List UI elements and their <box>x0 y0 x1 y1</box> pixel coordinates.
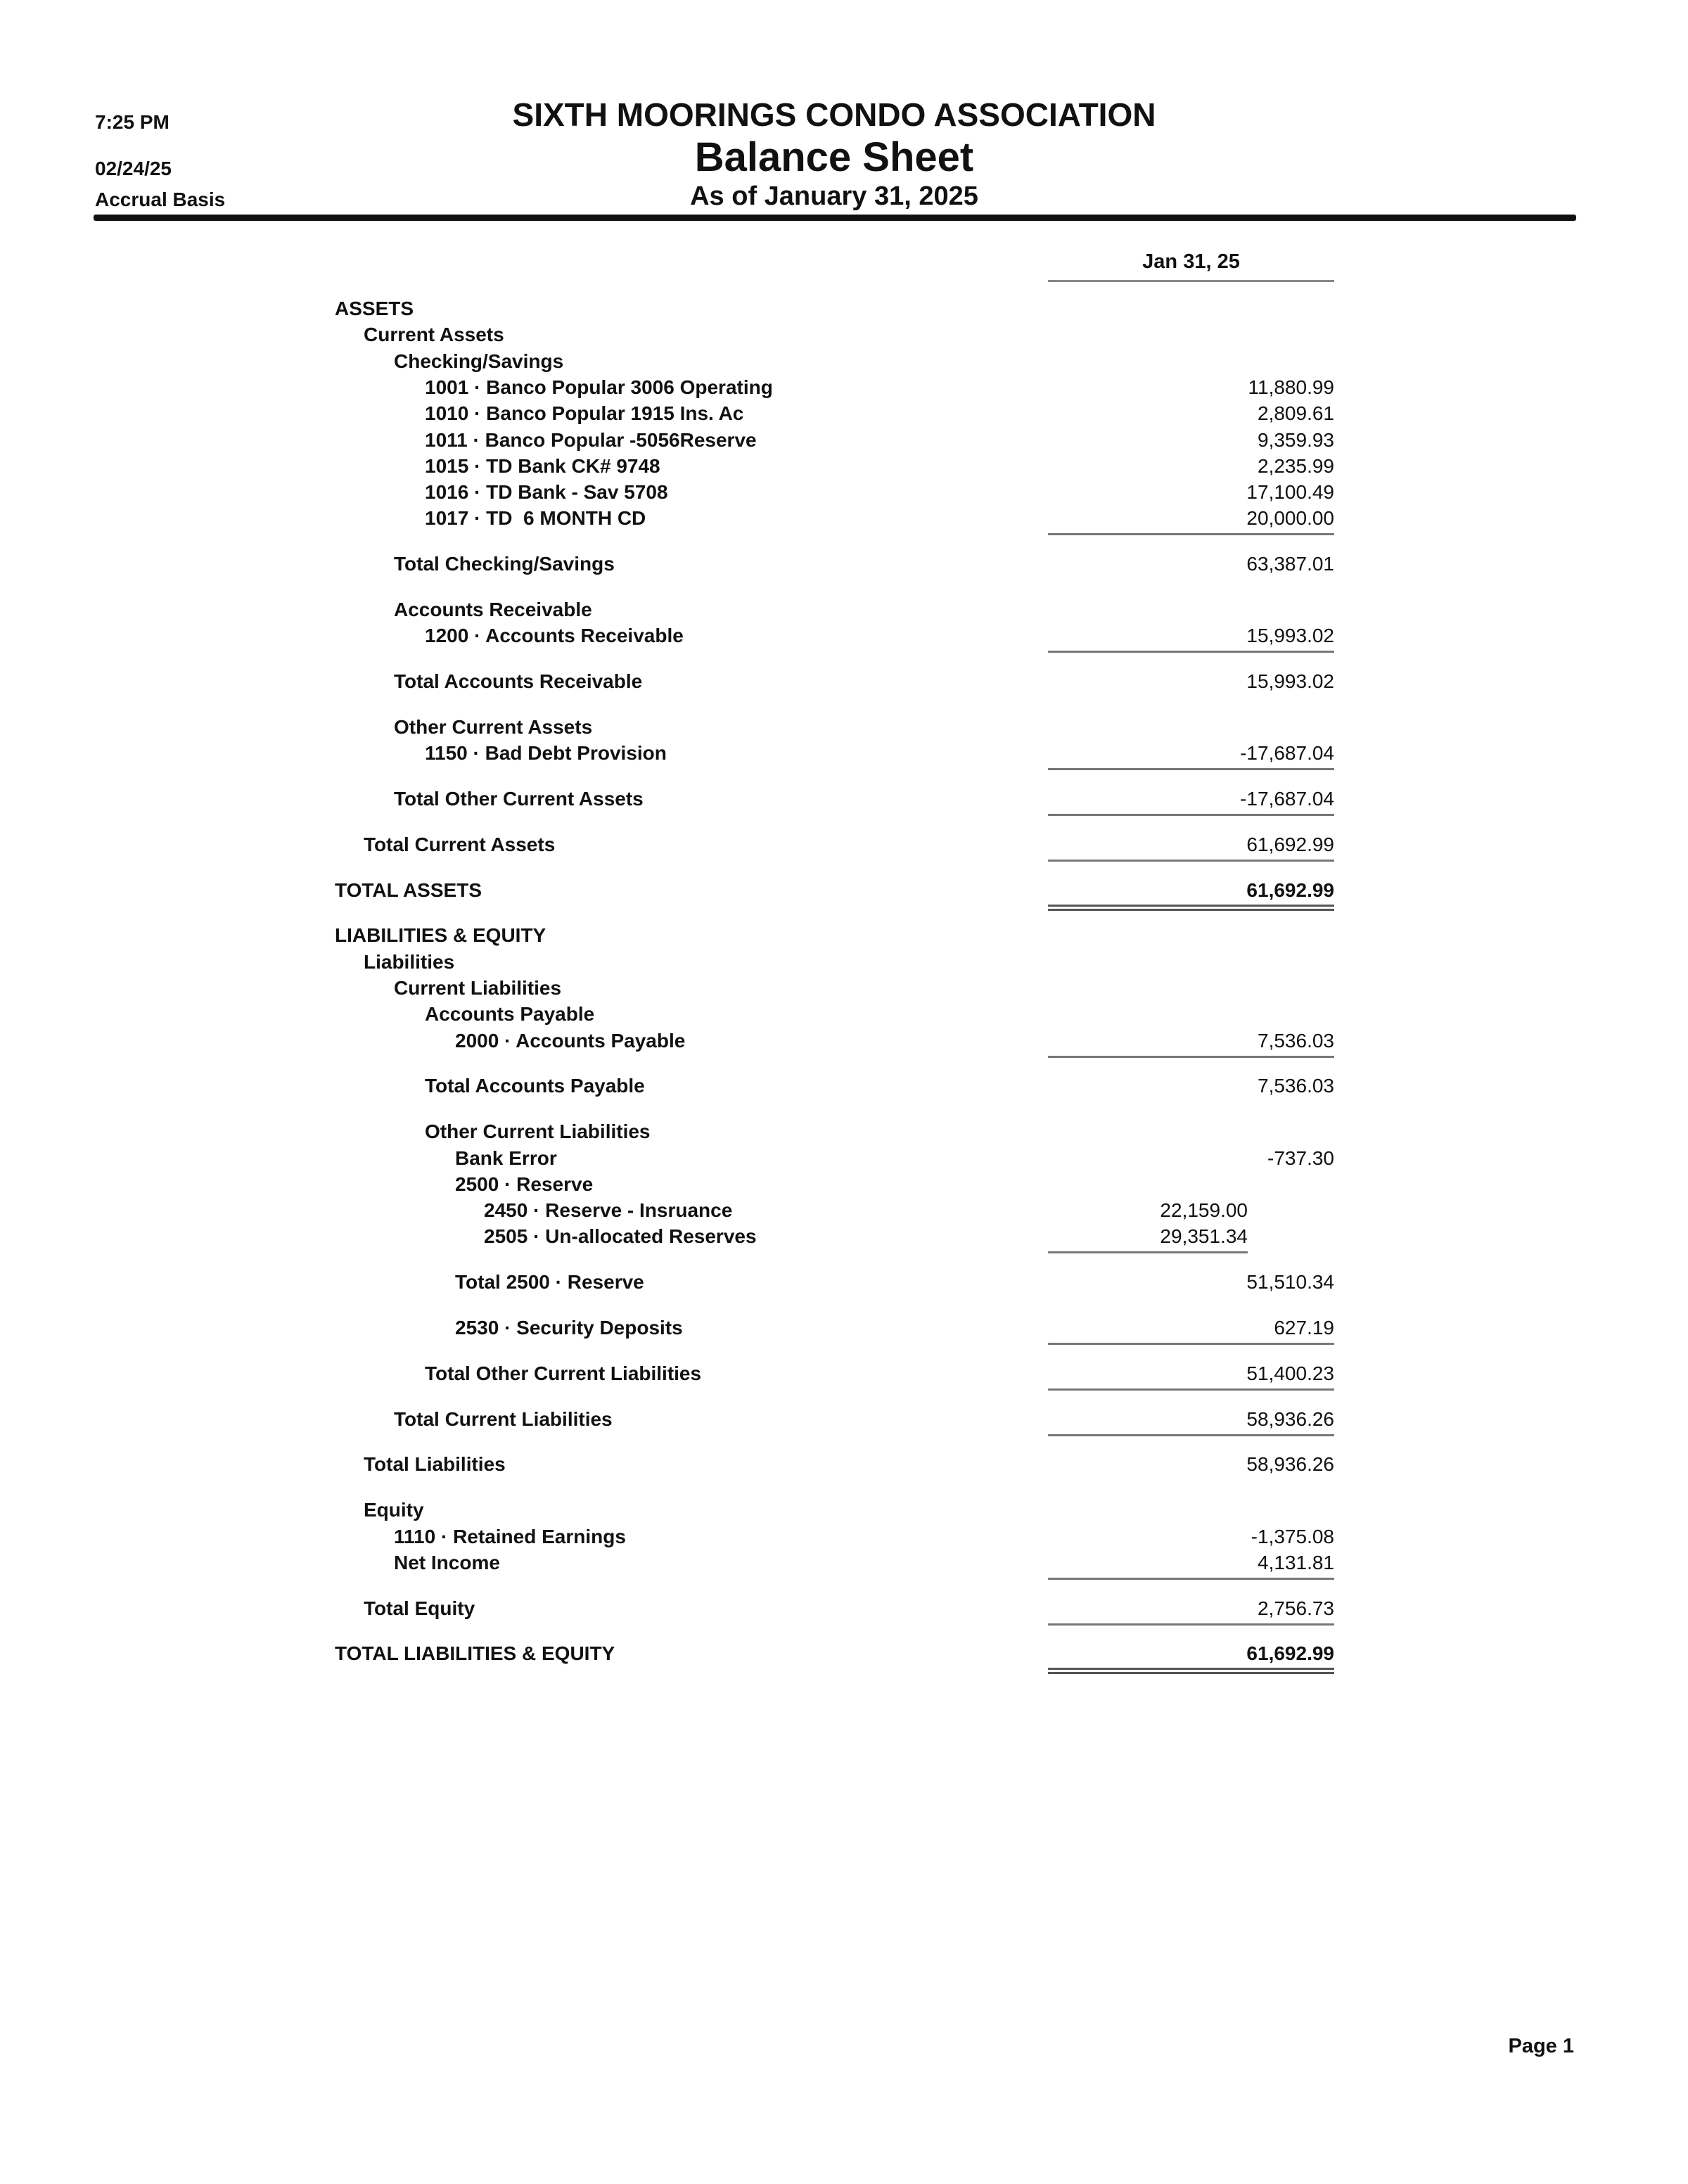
row-label: Checking/Savings <box>394 350 564 372</box>
row-label: Total Current Assets <box>364 833 556 855</box>
row-amount: 7,536.03 <box>1258 1075 1334 1097</box>
report-time: 7:25 PM <box>95 111 170 133</box>
table-row <box>0 1497 1688 1523</box>
total-row <box>0 786 1688 812</box>
row-amount: -17,687.04 <box>1240 788 1334 810</box>
row-label: Accounts Receivable <box>394 599 592 620</box>
table-row <box>0 976 1688 1001</box>
row-label: Current Assets <box>364 324 504 346</box>
row-amount: 17,100.49 <box>1246 481 1334 504</box>
row-label: 1001 · Banco Popular 3006 Operating <box>425 376 773 398</box>
row-sub-amount: 22,159.00 <box>1160 1199 1248 1222</box>
row-amount: -737.30 <box>1267 1147 1334 1169</box>
table-row <box>0 1172 1688 1197</box>
total-row <box>0 878 1688 903</box>
row-amount: 58,936.26 <box>1246 1407 1334 1430</box>
row-amount: 63,387.01 <box>1246 553 1334 575</box>
table-row <box>0 1315 1688 1341</box>
subtotal-underline <box>1048 533 1334 535</box>
table-row <box>0 623 1688 649</box>
table-row <box>0 296 1688 321</box>
double-underline <box>1048 1668 1334 1674</box>
subtotal-underline <box>1048 860 1334 862</box>
report-title: Balance Sheet <box>694 134 974 180</box>
total-row <box>0 551 1688 577</box>
row-label: 1015 · TD Bank CK# 9748 <box>425 454 660 477</box>
total-row <box>0 1407 1688 1432</box>
row-label: Total Other Current Assets <box>394 788 644 810</box>
row-label: 1016 · TD Bank - Sav 5708 <box>425 481 668 504</box>
row-amount: 61,692.99 <box>1246 879 1334 901</box>
row-amount: 2,235.99 <box>1258 454 1334 477</box>
row-label: Total Other Current Liabilities <box>425 1362 702 1384</box>
row-label: Total Accounts Receivable <box>394 670 643 693</box>
subtotal-underline <box>1048 1623 1334 1626</box>
row-label: Current Liabilities <box>394 977 562 999</box>
total-row <box>0 1073 1688 1099</box>
row-amount: -1,375.08 <box>1251 1525 1334 1547</box>
row-label: 1200 · Accounts Receivable <box>425 625 684 647</box>
table-row <box>0 375 1688 400</box>
row-amount: 15,993.02 <box>1246 625 1334 647</box>
row-label: Other Current Liabilities <box>425 1120 651 1143</box>
row-label: Bank Error <box>455 1147 557 1169</box>
row-label: Liabilities <box>364 950 455 973</box>
row-label: 2000 · Accounts Payable <box>455 1029 686 1052</box>
subtotal-underline <box>1048 768 1334 770</box>
subtotal-underline <box>1048 1251 1248 1253</box>
row-label: 1011 · Banco Popular -5056Reserve <box>425 428 757 451</box>
row-label: 2500 · Reserve <box>455 1173 594 1195</box>
header-divider <box>94 215 1576 221</box>
row-label: Total Checking/Savings <box>394 553 615 575</box>
table-row <box>0 506 1688 531</box>
table-row <box>0 349 1688 374</box>
table-row <box>0 1119 1688 1144</box>
report-basis: Accrual Basis <box>95 189 226 210</box>
row-sub-amount: 29,351.34 <box>1160 1225 1248 1248</box>
report-as-of: As of January 31, 2025 <box>690 181 978 211</box>
table-row <box>0 1028 1688 1054</box>
row-amount: 20,000.00 <box>1246 507 1334 530</box>
row-label: Total Current Liabilities <box>394 1407 613 1430</box>
table-row <box>0 1550 1688 1576</box>
row-label: TOTAL LIABILITIES & EQUITY <box>335 1642 615 1665</box>
column-header-rule <box>1048 280 1334 282</box>
table-row <box>0 322 1688 347</box>
row-label: 1110 · Retained Earnings <box>394 1525 626 1547</box>
row-amount: 2,756.73 <box>1258 1597 1334 1619</box>
row-amount: 58,936.26 <box>1246 1453 1334 1476</box>
total-row <box>0 832 1688 857</box>
subtotal-underline <box>1048 1388 1334 1391</box>
table-row <box>0 1224 1688 1249</box>
row-label: Total 2500 · Reserve <box>455 1271 644 1294</box>
table-row <box>0 923 1688 948</box>
company-name: SIXTH MOORINGS CONDO ASSOCIATION <box>512 96 1156 133</box>
row-label: 2505 · Un-allocated Reserves <box>484 1225 757 1248</box>
table-row <box>0 1198 1688 1223</box>
row-amount: 61,692.99 <box>1246 1642 1334 1665</box>
table-row <box>0 480 1688 505</box>
row-amount: 11,880.99 <box>1248 376 1334 398</box>
row-amount: 2,809.61 <box>1258 402 1334 425</box>
row-label: Equity <box>364 1499 424 1521</box>
subtotal-underline <box>1048 1056 1334 1058</box>
row-label: 2530 · Security Deposits <box>455 1317 683 1339</box>
row-amount: 51,510.34 <box>1246 1271 1334 1294</box>
total-row <box>0 1270 1688 1295</box>
row-label: Total Accounts Payable <box>425 1075 645 1097</box>
total-row <box>0 1641 1688 1666</box>
row-amount: 9,359.93 <box>1258 428 1334 451</box>
page-number: Page 1 <box>1508 2035 1574 2057</box>
row-label: Accounts Payable <box>425 1003 595 1026</box>
subtotal-underline <box>1048 651 1334 653</box>
row-label: Total Equity <box>364 1597 475 1619</box>
total-row <box>0 1452 1688 1477</box>
table-row <box>0 597 1688 622</box>
report-date: 02/24/25 <box>95 158 172 179</box>
row-label: 2450 · Reserve - Insruance <box>484 1199 733 1222</box>
row-label: 1150 · Bad Debt Provision <box>425 742 667 765</box>
row-label: 1010 · Banco Popular 1915 Ins. Ac <box>425 402 744 425</box>
double-underline <box>1048 905 1334 911</box>
row-label: ASSETS <box>335 298 414 319</box>
row-amount: 7,536.03 <box>1258 1029 1334 1052</box>
table-row <box>0 715 1688 740</box>
table-row <box>0 1524 1688 1550</box>
table-row <box>0 1146 1688 1171</box>
table-row <box>0 428 1688 453</box>
total-row <box>0 669 1688 694</box>
row-label: LIABILITIES & EQUITY <box>335 924 546 947</box>
row-label: TOTAL ASSETS <box>335 879 482 901</box>
row-amount: 61,692.99 <box>1246 833 1334 855</box>
subtotal-underline <box>1048 1343 1334 1345</box>
row-label: Total Liabilities <box>364 1453 506 1476</box>
table-row <box>0 1002 1688 1027</box>
row-amount: -17,687.04 <box>1240 742 1334 765</box>
row-label: Net Income <box>394 1551 500 1573</box>
row-amount: 627.19 <box>1274 1317 1334 1339</box>
row-amount: 4,131.81 <box>1258 1551 1334 1573</box>
subtotal-underline <box>1048 814 1334 816</box>
row-label: Other Current Assets <box>394 715 593 738</box>
table-row <box>0 454 1688 479</box>
table-row <box>0 950 1688 975</box>
total-row <box>0 1596 1688 1621</box>
row-label: 1017 · TD 6 MONTH CD <box>425 507 646 530</box>
column-header: Jan 31, 25 <box>1142 250 1240 273</box>
subtotal-underline <box>1048 1434 1334 1436</box>
row-amount: 15,993.02 <box>1246 670 1334 693</box>
table-row <box>0 741 1688 766</box>
subtotal-underline <box>1048 1578 1334 1580</box>
total-row <box>0 1361 1688 1386</box>
table-row <box>0 401 1688 426</box>
row-amount: 51,400.23 <box>1246 1362 1334 1384</box>
